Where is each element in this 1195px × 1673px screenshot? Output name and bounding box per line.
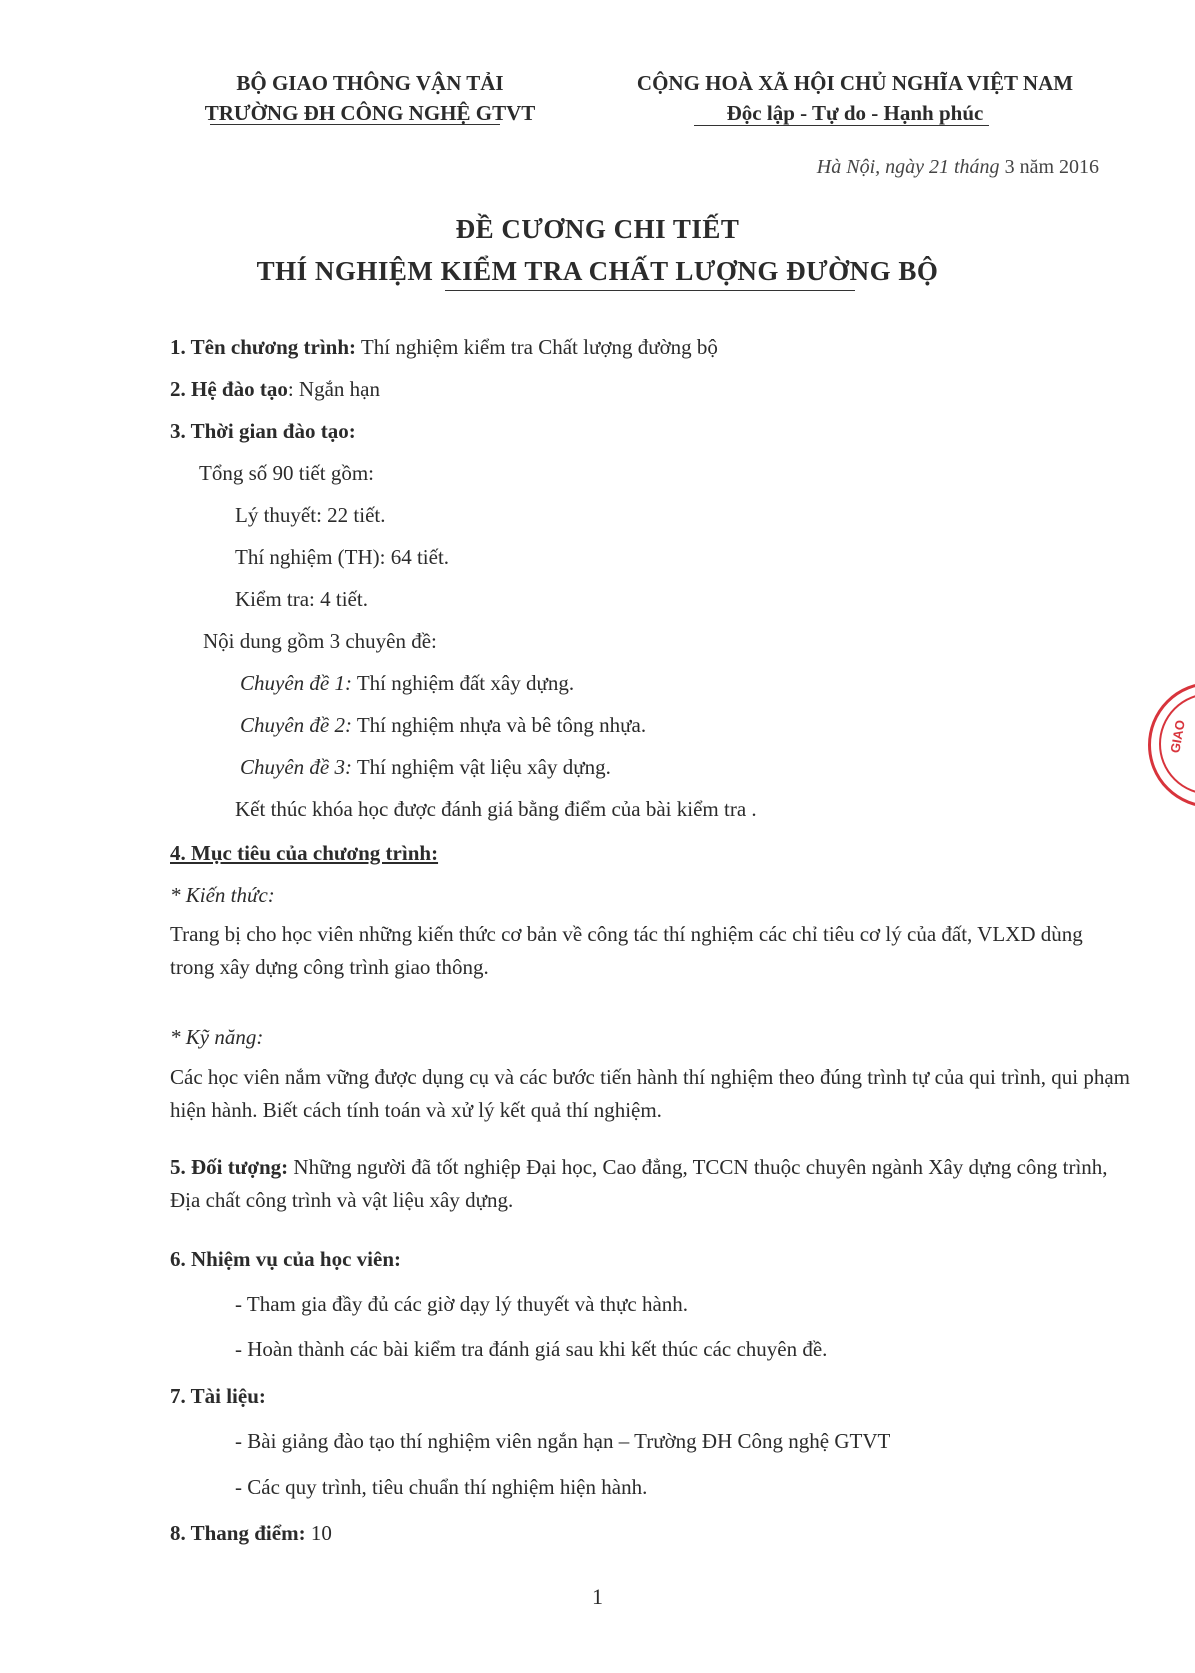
header-national — [590, 68, 1120, 128]
duration-total: Tổng số 90 tiết gồm: — [199, 461, 374, 485]
national-motto: Độc lập - Tự do - Hạnh phúc — [726, 101, 984, 125]
section-program-name — [170, 332, 718, 362]
section-training-type — [170, 374, 380, 404]
motto-underline — [694, 125, 989, 126]
section-objectives-heading: 4. Mục tiêu của chương trình: — [170, 841, 439, 865]
stamp-text: GIAO — [1167, 718, 1188, 755]
topic-text: Thí nghiệm nhựa và bê tông nhựa. — [351, 713, 647, 737]
university-underline — [210, 124, 500, 125]
section-label: 1. Tên chương trình: — [170, 335, 357, 359]
duration-theory: Lý thuyết: 22 tiết. — [235, 503, 386, 527]
section-text: Thí nghiệm kiểm tra Chất lượng đường bộ — [356, 335, 718, 359]
section-materials-heading: 7. Tài liệu: — [170, 1384, 266, 1408]
skill-text: Các học viên nắm vững được dụng cụ và các bước tiến hành thí nghiệm theo đúng trình tự của qui trình, qui phạm hiện hành. Biết cách tính toán và xử lý kết quả thí nghiệm. — [170, 1065, 1131, 1122]
section-label: 8. Thang điểm: — [170, 1521, 306, 1545]
topic-text: Thí nghiệm đất xây dựng. — [351, 671, 575, 695]
document-date — [817, 156, 1099, 179]
header-ministry — [170, 68, 570, 128]
official-stamp — [1148, 682, 1195, 808]
topic-label: Chuyên đề 3: — [240, 755, 352, 779]
material-item-1: - Bài giảng đào tạo thí nghiệm viên ngắn hạn – Trường ĐH Công nghệ GTVT — [235, 1429, 891, 1453]
country-name: CỘNG HOÀ XÃ HỘI CHỦ NGHĨA VIỆT NAM — [636, 71, 1074, 95]
section-label: 2. Hệ đào tạo — [170, 377, 288, 401]
section-grading-scale — [170, 1518, 332, 1548]
topic-label: Chuyên đề 2: — [240, 713, 352, 737]
document-title-line1: ĐỀ CƯƠNG CHI TIẾT — [455, 214, 740, 244]
knowledge-text: Trang bị cho học viên những kiến thức cơ bản về công tác thí nghiệm các chỉ tiêu cơ lý của đất, VLXD dùng trong xây dựng công trình giao thông. — [170, 922, 1083, 979]
topic-2 — [240, 710, 646, 740]
duration-practice: Thí nghiệm (TH): 64 tiết. — [235, 545, 450, 569]
section-duties-heading: 6. Nhiệm vụ của học viên: — [170, 1247, 401, 1271]
section-label: 5. Đối tượng: — [170, 1155, 289, 1179]
document-title-line2: THÍ NGHIỆM KIỂM TRA CHẤT LƯỢNG ĐƯỜNG BỘ — [256, 256, 939, 286]
topic-text: Thí nghiệm vật liệu xây dựng. — [351, 755, 611, 779]
content-intro: Nội dung gồm 3 chuyên đề: — [203, 629, 437, 653]
university-name: TRƯỜNG ĐH CÔNG NGHỆ GTVT — [204, 101, 536, 125]
duration-test: Kiểm tra: 4 tiết. — [235, 587, 368, 611]
topic-label: Chuyên đề 1: — [240, 671, 352, 695]
topic-3 — [240, 752, 611, 782]
date-suffix: 3 năm 2016 — [1004, 156, 1099, 178]
topic-1 — [240, 668, 574, 698]
ministry-name: BỘ GIAO THÔNG VẬN TẢI — [236, 71, 504, 95]
material-item-2: - Các quy trình, tiêu chuẩn thí nghiệm hiện hành. — [235, 1475, 648, 1499]
knowledge-label: * Kiến thức: — [170, 883, 275, 907]
date-prefix: Hà Nội, ngày 21 tháng — [816, 156, 1000, 178]
duty-item-2: - Hoàn thành các bài kiểm tra đánh giá sau khi kết thúc các chuyên đề. — [235, 1337, 828, 1361]
skill-label: * Kỹ năng: — [170, 1025, 264, 1049]
duty-item-1: - Tham gia đầy đủ các giờ dạy lý thuyết và thực hành. — [235, 1292, 689, 1316]
section-target-audience — [170, 1151, 1130, 1217]
section-text: : Ngắn hạn — [287, 377, 380, 401]
page-number: 1 — [592, 1584, 603, 1609]
title-underline — [445, 290, 855, 291]
section-duration-heading: 3. Thời gian đào tạo: — [170, 419, 356, 443]
section-text: Những người đã tốt nghiệp Đại học, Cao đẳng, TCCN thuộc chuyên ngành Xây dựng công trình, Địa chất công trình và vật liệu xây dựng. — [170, 1155, 1108, 1212]
section-text: 10 — [305, 1521, 332, 1545]
course-evaluation: Kết thúc khóa học được đánh giá bằng điểm của bài kiểm tra . — [235, 797, 757, 821]
